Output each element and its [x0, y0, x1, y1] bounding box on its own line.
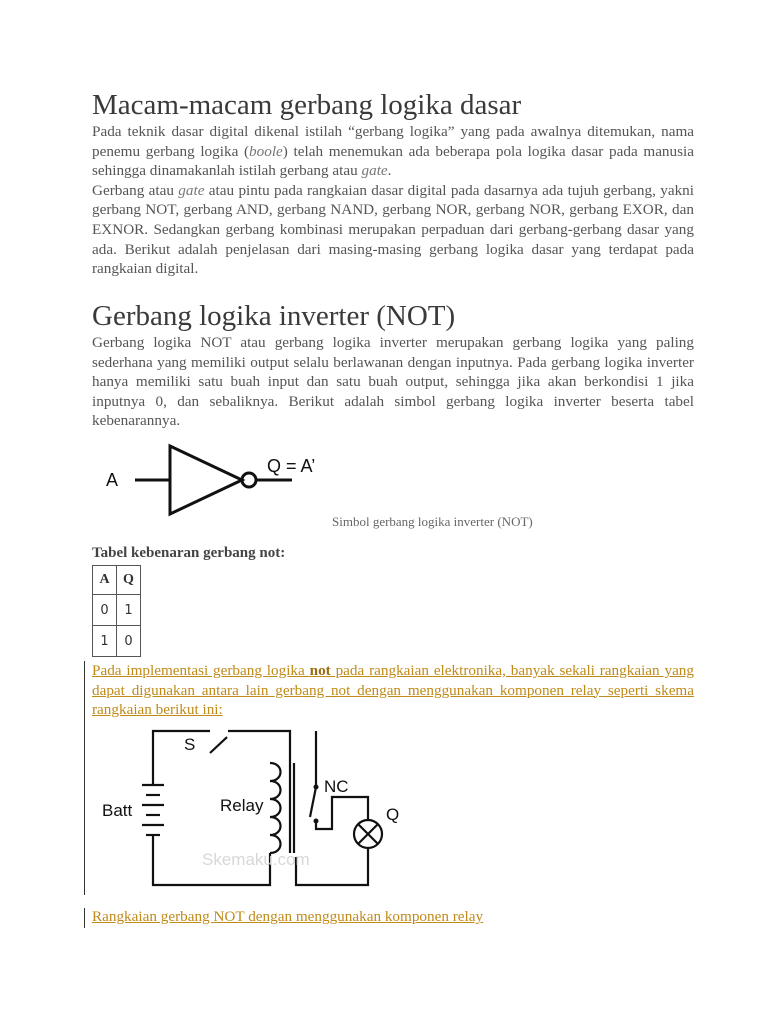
heading-not-gate: Gerbang logika inverter (NOT) [92, 300, 456, 332]
intro-paragraph-1: Pada teknik dasar digital dikenal istilah “gerbang logika” yang pada awalnya ditemukan, nama penemu gerbang logika (boole) telah menemukan ada beberapa pola logika dasar pada manusia sehingga dinamakanlah istilah gerbang atau gate. [92, 123, 694, 180]
truth-table [92, 565, 141, 657]
table-cell: 0 [117, 626, 141, 657]
header-a: A [93, 566, 117, 595]
symbol-caption: Simbol gerbang logika inverter (NOT) [332, 514, 533, 529]
not-gate-symbol [102, 440, 322, 520]
intro-section [92, 122, 694, 279]
output-label-q: Q = A’ [267, 456, 316, 476]
table-row [93, 626, 141, 657]
label-switch: S [184, 735, 196, 754]
label-battery: Batt [102, 801, 133, 820]
implementation-paragraph: Pada implementasi gerbang logika not pada rangkaian elektronika, banyak sekali rangkaian yang dapat digunakan antara lain gerbang not dengan menggunakan komponen relay seperti skema rangkaian berikut ini: [92, 662, 694, 719]
relay-circuit-diagram [98, 725, 418, 890]
intro-paragraph-2: Gerbang atau gate atau pintu pada rangkaian dasar digital pada dasarnya ada tujuh gerbang, yakni gerbang NOT, gerbang AND, gerbang NAND, gerbang NOR, gerbang NOR, gerbang EXOR, dan EXNOR. Sedangkan gerbang kombinasi merupakan perpaduan dari gerbang-gerbang dasar yang ada. Berikut adalah penjelasan dari masing-masing gerbang logika dasar yang terdapat pada rangkaian digital. [92, 181, 694, 278]
label-nc: NC [324, 777, 349, 796]
table-cell: 0 [93, 595, 117, 626]
label-relay: Relay [220, 796, 264, 815]
heading-logic-gates: Macam-macam gerbang logika dasar [92, 89, 522, 121]
truth-table-title: Tabel kebenaran gerbang not: [92, 545, 286, 561]
input-label-a: A [106, 470, 119, 490]
table-cell: 1 [93, 626, 117, 657]
header-q: Q [117, 566, 141, 595]
table-row [93, 595, 141, 626]
relay-caption: Rangkaian gerbang NOT dengan menggunakan komponen relay [92, 908, 484, 925]
table-cell: 1 [117, 595, 141, 626]
watermark-logo: Skemaku.com [202, 850, 310, 869]
left-margin-bar [84, 908, 85, 928]
left-margin-bar [84, 661, 85, 895]
table-header-row [93, 566, 141, 595]
label-lamp-q: Q [386, 805, 400, 824]
not-gate-description: Gerbang logika NOT atau gerbang logika inverter merupakan gerbang logika yang paling sederhana yang memiliki output selalu berlawanan dengan inputnya. Pada gerbang logika inverter hanya memiliki satu buah input dan satu buah output, sehingga jika akan berkondisi 1 jika inputnya 0, dan sebaliknya. Berikut adalah simbol gerbang logika inverter beserta tabel kebenarannya. [92, 334, 694, 430]
